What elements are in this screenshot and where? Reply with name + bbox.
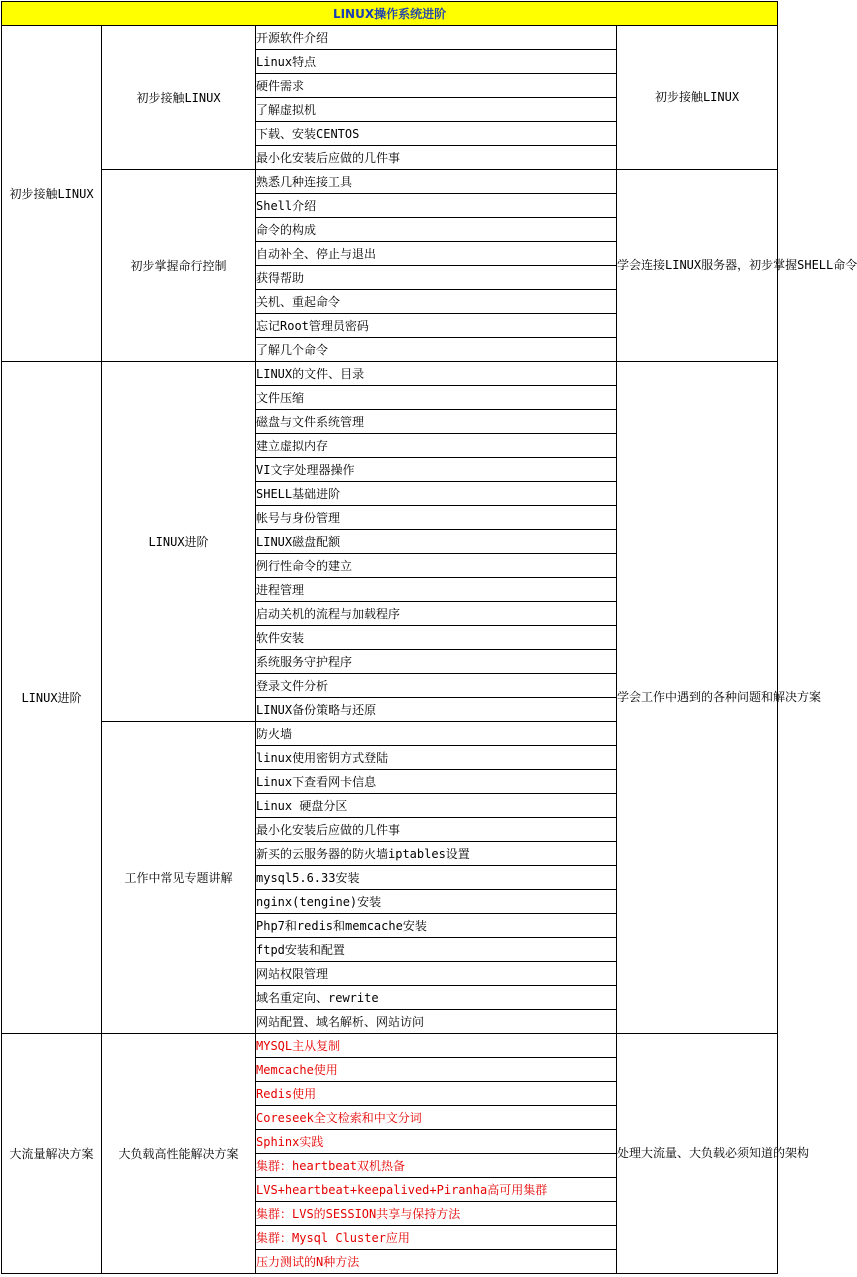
- topic-item: Linux 硬盘分区: [256, 794, 617, 818]
- topic-item: 下载、安装CENTOS: [256, 122, 617, 146]
- topic-item: 进程管理: [256, 578, 617, 602]
- topic-item: 软件安装: [256, 626, 617, 650]
- sheet-title: LINUX操作系统进阶: [2, 2, 778, 26]
- section-name: 初步接触LINUX: [102, 26, 256, 170]
- table-row: [2, 170, 778, 194]
- topic-item: SHELL基础进阶: [256, 482, 617, 506]
- group-name: LINUX进阶: [2, 362, 102, 1034]
- topic-item: linux使用密钥方式登陆: [256, 746, 617, 770]
- topic-item: 集群：LVS的SESSION共享与保持方法: [256, 1202, 617, 1226]
- course-outline-table: [1, 1, 857, 1274]
- group-name: 初步接触LINUX: [2, 26, 102, 362]
- topic-item: Memcache使用: [256, 1058, 617, 1082]
- topic-item: 网站权限管理: [256, 962, 617, 986]
- topic-item: 建立虚拟内存: [256, 434, 617, 458]
- topic-item: 例行性命令的建立: [256, 554, 617, 578]
- topic-item: Redis使用: [256, 1082, 617, 1106]
- learning-goal: 处理大流量、大负载必须知道的架构: [617, 1034, 778, 1274]
- topic-item: LINUX磁盘配额: [256, 530, 617, 554]
- topic-item: 集群：Mysql Cluster应用: [256, 1226, 617, 1250]
- topic-item: nginx(tengine)安装: [256, 890, 617, 914]
- section-name: 大负载高性能解决方案: [102, 1034, 256, 1274]
- topic-item: 压力测试的N种方法: [256, 1250, 617, 1274]
- topic-item: LINUX备份策略与还原: [256, 698, 617, 722]
- topic-item: 集群：heartbeat双机热备: [256, 1154, 617, 1178]
- section-name: 工作中常见专题讲解: [102, 722, 256, 1034]
- topic-item: LINUX的文件、目录: [256, 362, 617, 386]
- topic-item: Linux下查看网卡信息: [256, 770, 617, 794]
- topic-item: Sphinx实践: [256, 1130, 617, 1154]
- topic-item: 命令的构成: [256, 218, 617, 242]
- topic-item: 登录文件分析: [256, 674, 617, 698]
- title-row: [2, 2, 778, 26]
- topic-item: Linux特点: [256, 50, 617, 74]
- learning-goal: 学会工作中遇到的各种问题和解决方案: [617, 362, 778, 1034]
- topic-item: 启动关机的流程与加载程序: [256, 602, 617, 626]
- topic-item: 自动补全、停止与退出: [256, 242, 617, 266]
- topic-item: 新买的云服务器的防火墙iptables设置: [256, 842, 617, 866]
- topic-item: 忘记Root管理员密码: [256, 314, 617, 338]
- topic-item: 硬件需求: [256, 74, 617, 98]
- group-name: 大流量解决方案: [2, 1034, 102, 1274]
- table-row: [2, 1034, 778, 1058]
- topic-item: 了解几个命令: [256, 338, 617, 362]
- topic-item: LVS+heartbeat+keepalived+Piranha高可用集群: [256, 1178, 617, 1202]
- topic-item: 网站配置、域名解析、网站访问: [256, 1010, 617, 1034]
- topic-item: Shell介绍: [256, 194, 617, 218]
- topic-item: Coreseek全文检索和中文分词: [256, 1106, 617, 1130]
- topic-item: mysql5.6.33安装: [256, 866, 617, 890]
- section-name: LINUX进阶: [102, 362, 256, 722]
- topic-item: 关机、重起命令: [256, 290, 617, 314]
- topic-item: 开源软件介绍: [256, 26, 617, 50]
- topic-item: 文件压缩: [256, 386, 617, 410]
- topic-item: ftpd安装和配置: [256, 938, 617, 962]
- topic-item: 最小化安装后应做的几件事: [256, 146, 617, 170]
- topic-item: VI文字处理器操作: [256, 458, 617, 482]
- topic-item: Php7和redis和memcache安装: [256, 914, 617, 938]
- topic-item: 了解虚拟机: [256, 98, 617, 122]
- section-name: 初步掌握命行控制: [102, 170, 256, 362]
- topic-item: 获得帮助: [256, 266, 617, 290]
- topic-item: 系统服务守护程序: [256, 650, 617, 674]
- topic-item: 磁盘与文件系统管理: [256, 410, 617, 434]
- course-outline-body: [2, 2, 857, 1274]
- table-row: [2, 362, 778, 386]
- topic-item: 最小化安装后应做的几件事: [256, 818, 617, 842]
- topic-item: 防火墙: [256, 722, 617, 746]
- topic-item: 域名重定向、rewrite: [256, 986, 617, 1010]
- table-row: [2, 26, 778, 50]
- learning-goal: 学会连接LINUX服务器，初步掌握SHELL命令: [617, 170, 778, 362]
- topic-item: MYSQL主从复制: [256, 1034, 617, 1058]
- topic-item: 帐号与身份管理: [256, 506, 617, 530]
- learning-goal: 初步接触LINUX: [617, 26, 778, 170]
- topic-item: 熟悉几种连接工具: [256, 170, 617, 194]
